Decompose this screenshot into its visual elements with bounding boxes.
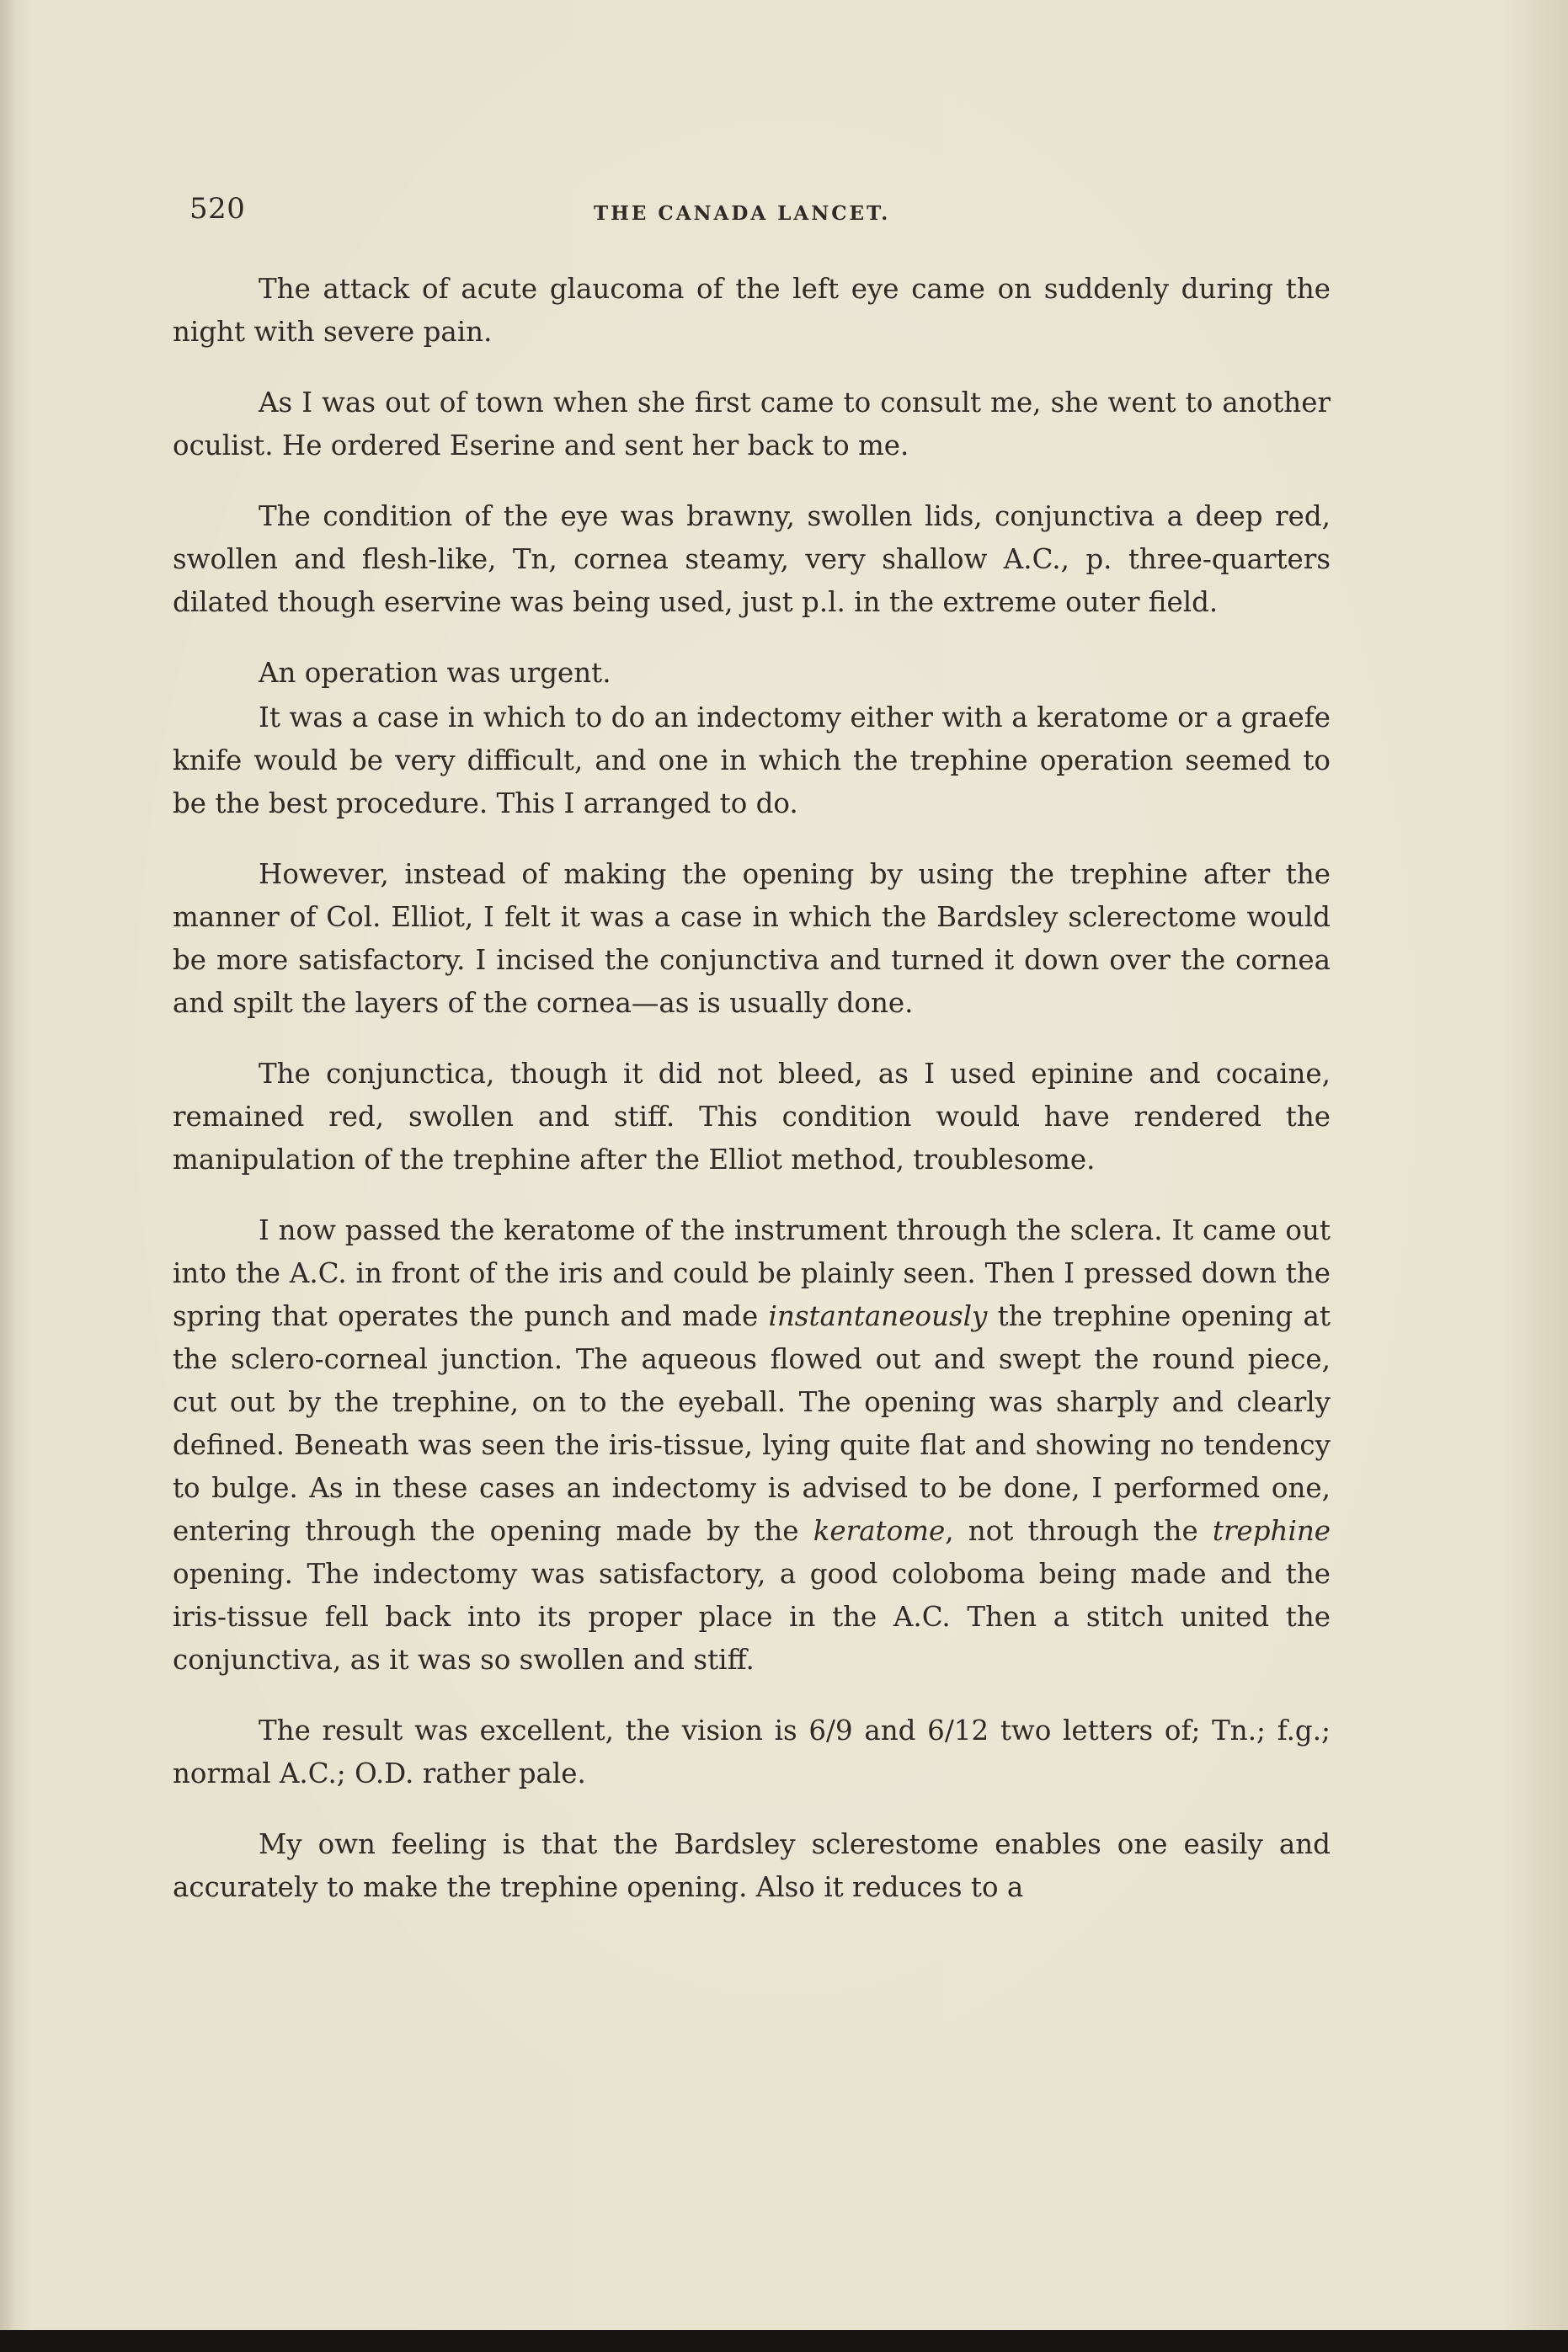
paragraph-8	[173, 1209, 1331, 1682]
paragraph-6: However, instead of making the opening by using the trephine after the manner of Col. Elliot, I felt it was a case in which the Bardsley sclerectome would be more satisfactory. I incised the conjunctiva and turned it down over the cornea and spilt the layers of the cornea—as is usually done.	[173, 858, 1331, 1019]
italic-instantaneously: instantaneously	[768, 1300, 988, 1332]
paragraph-8-text-4: opening. The indectomy was satisfactory, a good coloboma being made and the iris-tissue fell back into its proper place in the A.C. Then a stitch united the conjunctiva, as it was so swollen and stiff.	[173, 1558, 1331, 1676]
paragraph-7: The conjunctica, though it did not bleed, as I used epinine and cocaine, remained red, swollen and stiff. This condition would have rendered the manipulation of the trephine after the Elliot method, troublesome.	[173, 1058, 1331, 1176]
paragraph-8-text-3: , not through the	[945, 1515, 1213, 1547]
running-title: THE CANADA LANCET.	[594, 202, 891, 225]
scan-bottom-border	[0, 2330, 1568, 2352]
paragraph-8-text-2: the trephine opening at the sclero-corneal junction. The aqueous flowed out and swept the round piece, cut out by the trephine, on to the eyeball. The opening was sharply and clearly defined. Beneath was seen the iris-tissue, lying quite flat and showing no tendency to bulge. As in these cases an indectomy is advised to be done, I performed one, entering through the opening made by the	[173, 1300, 1331, 1547]
page-number: 520	[189, 192, 246, 226]
paragraph-5: It was a case in which to do an indectomy either with a keratome or a graefe knife would be very difficult, and one in which the trephine operation seemed to be the best procedure. This I arranged to do.	[173, 701, 1331, 819]
paragraph-4: An operation was urgent.	[259, 657, 611, 689]
paragraph-2: As I was out of town when she first came to consult me, she went to another oculist. He ordered Eserine and sent her back to me.	[173, 387, 1331, 461]
italic-trephine: trephine	[1212, 1515, 1331, 1547]
page-header	[189, 192, 1335, 243]
page-left-edge	[0, 0, 15, 2352]
paragraph-1: The attack of acute glaucoma of the left eye came on suddenly during the night with severe pain.	[173, 273, 1331, 348]
paragraph-9: The result was excellent, the vision is 6/9 and 6/12 two letters of; Tn.; f.g.; normal A.C.; O.D. rather pale.	[173, 1715, 1331, 1789]
italic-keratome: keratome	[813, 1515, 946, 1547]
paragraph-8-text-1: I now passed the keratome of the instrument through the sclera. It came out into the A.C. in front of the iris and could be plainly seen. Then I pressed down the spring that operates the punch and made	[173, 1214, 1331, 1332]
paragraph-10: My own feeling is that the Bardsley sclerestome enables one easily and accurately to make the trephine opening. Also it reduces to a	[173, 1828, 1331, 1903]
article-body	[173, 268, 1331, 1937]
paragraph-3: The condition of the eye was brawny, swollen lids, conjunctiva a deep red, swollen and flesh-like, Tn, cornea steamy, very shallow A.C., p. three-quarters dilated though eservine was being used, just p.l. in the extreme outer field.	[173, 500, 1331, 618]
